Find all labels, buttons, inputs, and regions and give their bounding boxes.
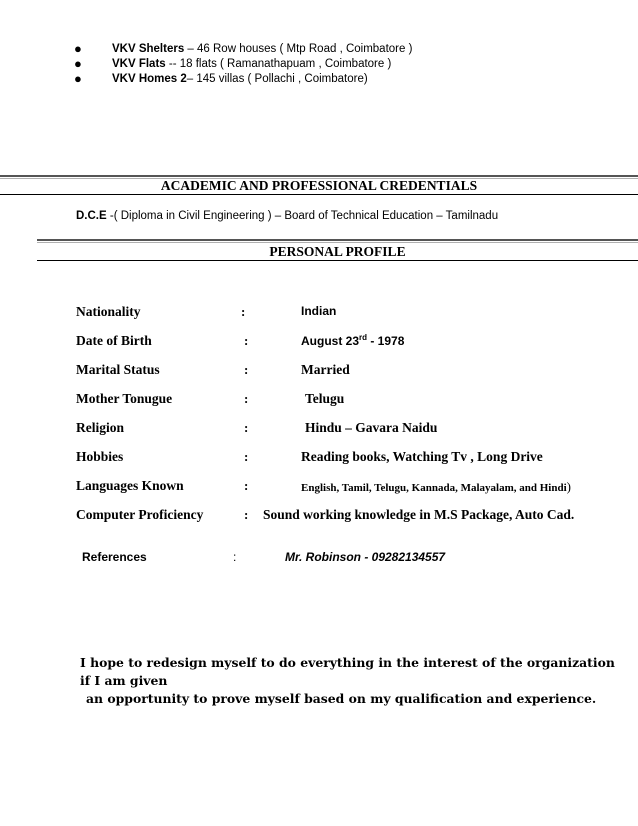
profile-label: Marital Status xyxy=(76,362,160,377)
academic-section-header xyxy=(0,175,638,195)
references-colon: : xyxy=(233,550,237,564)
profile-colon: : xyxy=(241,304,246,319)
header-rule xyxy=(37,242,638,243)
bullet-icon: ● xyxy=(74,71,82,86)
degree-detail: -( Diploma in Civil Engineering ) – Board of Technical Education – Tamilnadu xyxy=(106,210,499,222)
profile-label: Nationality xyxy=(76,304,141,319)
profile-label: Religion xyxy=(76,420,125,435)
references-row xyxy=(0,550,638,572)
profile-colon: : xyxy=(244,391,249,406)
closing-line-2: an opportunity to prove myself based on my qualification and experience. xyxy=(86,691,597,706)
project-detail: -- 18 flats ( Ramanathapuam , Coimbatore ) xyxy=(165,58,392,70)
project-detail: – 145 villas ( Pollachi , Coimbatore) xyxy=(186,73,368,85)
project-name: VKV Homes 2 xyxy=(112,73,187,85)
profile-row-religion xyxy=(0,420,638,442)
bullet-icon: ● xyxy=(74,41,82,56)
degree-abbreviation: D.C.E xyxy=(76,210,107,222)
profile-label: Languages Known xyxy=(76,478,184,493)
profile-row-date-of-birth xyxy=(0,333,638,355)
profile-value: Married xyxy=(301,362,350,377)
profile-row-languages-known xyxy=(0,478,638,500)
profile-colon: : xyxy=(244,507,249,522)
project-detail: – 46 Row houses ( Mtp Road , Coimbatore ) xyxy=(184,43,413,55)
profile-colon: : xyxy=(244,333,249,348)
profile-colon: : xyxy=(244,420,249,435)
academic-detail xyxy=(76,210,498,222)
closing-line-1: I hope to redesign myself to do everything in the interest of the organization if I am given xyxy=(80,655,615,688)
profile-value: Indian xyxy=(301,304,337,318)
profile-value: English, Tamil, Telugu, Kannada, Malayalam, and Hindi) xyxy=(301,479,571,494)
profile-value: August 23rd - 1978 xyxy=(301,333,405,348)
profile-row-marital-status xyxy=(0,362,638,384)
profile-value: Sound working knowledge in M.S Package, Auto Cad. xyxy=(263,507,575,522)
bullet-icon: ● xyxy=(74,56,82,71)
profile-colon: : xyxy=(244,478,249,493)
section-title: PERSONAL PROFILE xyxy=(269,244,406,259)
profile-row-computer-proficiency xyxy=(0,507,638,529)
date-ordinal-suffix: rd xyxy=(359,333,368,342)
section-title: ACADEMIC AND PROFESSIONAL CREDENTIALS xyxy=(160,178,478,193)
references-value: Mr. Robinson - 09282134557 xyxy=(285,550,446,564)
profile-row-nationality xyxy=(0,304,638,326)
profile-value: Reading books, Watching Tv , Long Drive xyxy=(301,449,543,464)
header-rule xyxy=(0,178,638,179)
profile-value: Telugu xyxy=(305,391,345,406)
profile-colon: : xyxy=(244,449,249,464)
references-label: References xyxy=(82,550,147,564)
profile-row-mother-tongue xyxy=(0,391,638,413)
profile-label: Date of Birth xyxy=(76,333,152,348)
profile-label: Hobbies xyxy=(76,449,124,464)
project-name: VKV Flats xyxy=(112,58,166,70)
profile-colon: : xyxy=(244,362,249,377)
profile-label: Computer Proficiency xyxy=(76,507,204,522)
personal-profile-header xyxy=(37,239,638,261)
profile-value: Hindu – Gavara Naidu xyxy=(305,420,438,435)
profile-row-hobbies xyxy=(0,449,638,471)
project-name: VKV Shelters xyxy=(112,43,185,55)
profile-label: Mother Tonugue xyxy=(76,391,173,406)
closing-statement xyxy=(80,654,620,708)
